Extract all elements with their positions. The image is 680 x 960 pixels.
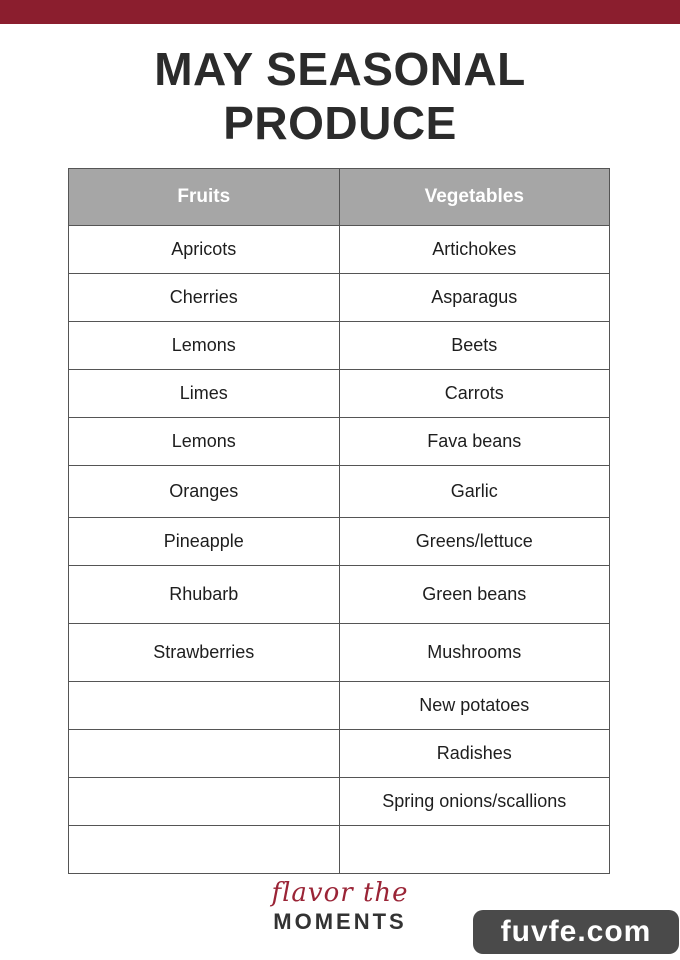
table-row (69, 566, 610, 624)
fruit-cell: Lemons (69, 418, 340, 466)
vegetable-cell: Green beans (339, 566, 610, 624)
fruit-cell (69, 682, 340, 730)
vegetable-cell: Mushrooms (339, 624, 610, 682)
vegetable-cell: Greens/lettuce (339, 518, 610, 566)
vegetable-cell: Carrots (339, 370, 610, 418)
vegetable-cell: Garlic (339, 466, 610, 518)
table-row (69, 322, 610, 370)
column-header-fruits: Fruits (69, 169, 340, 226)
vegetable-cell: Radishes (339, 730, 610, 778)
fruit-cell: Strawberries (69, 624, 340, 682)
table-row (69, 778, 610, 826)
fruit-cell: Pineapple (69, 518, 340, 566)
vegetable-cell: Fava beans (339, 418, 610, 466)
table-row (69, 418, 610, 466)
vegetable-cell: Beets (339, 322, 610, 370)
page-title-line-1: MAY SEASONAL (154, 43, 526, 95)
logo-script-text: flavor the (271, 878, 409, 908)
table-row (69, 624, 610, 682)
fruit-cell: Limes (69, 370, 340, 418)
fruit-cell (69, 778, 340, 826)
table-row (69, 466, 610, 518)
page-title (0, 42, 680, 150)
table-row (69, 274, 610, 322)
fruit-cell: Lemons (69, 322, 340, 370)
fruit-cell: Apricots (69, 226, 340, 274)
vegetable-cell: New potatoes (339, 682, 610, 730)
vegetable-cell: Spring onions/scallions (339, 778, 610, 826)
fruit-cell: Rhubarb (69, 566, 340, 624)
produce-table (68, 168, 610, 874)
fruit-cell (69, 826, 340, 874)
table-row (69, 682, 610, 730)
table-row (69, 370, 610, 418)
vegetable-cell: Asparagus (339, 274, 610, 322)
vegetable-cell (339, 826, 610, 874)
brand-top-bar (0, 0, 680, 24)
logo-main-text: MOMENTS (273, 909, 407, 934)
table-row (69, 226, 610, 274)
table-row (69, 826, 610, 874)
fruit-cell: Cherries (69, 274, 340, 322)
vegetable-cell: Artichokes (339, 226, 610, 274)
table-row (69, 730, 610, 778)
column-header-vegetables: Vegetables (339, 169, 610, 226)
fruit-cell (69, 730, 340, 778)
table-header-row (69, 169, 610, 226)
watermark-badge: fuvfe.com (473, 910, 679, 954)
page-title-line-2: PRODUCE (223, 97, 457, 149)
table-row (69, 518, 610, 566)
fruit-cell: Oranges (69, 466, 340, 518)
